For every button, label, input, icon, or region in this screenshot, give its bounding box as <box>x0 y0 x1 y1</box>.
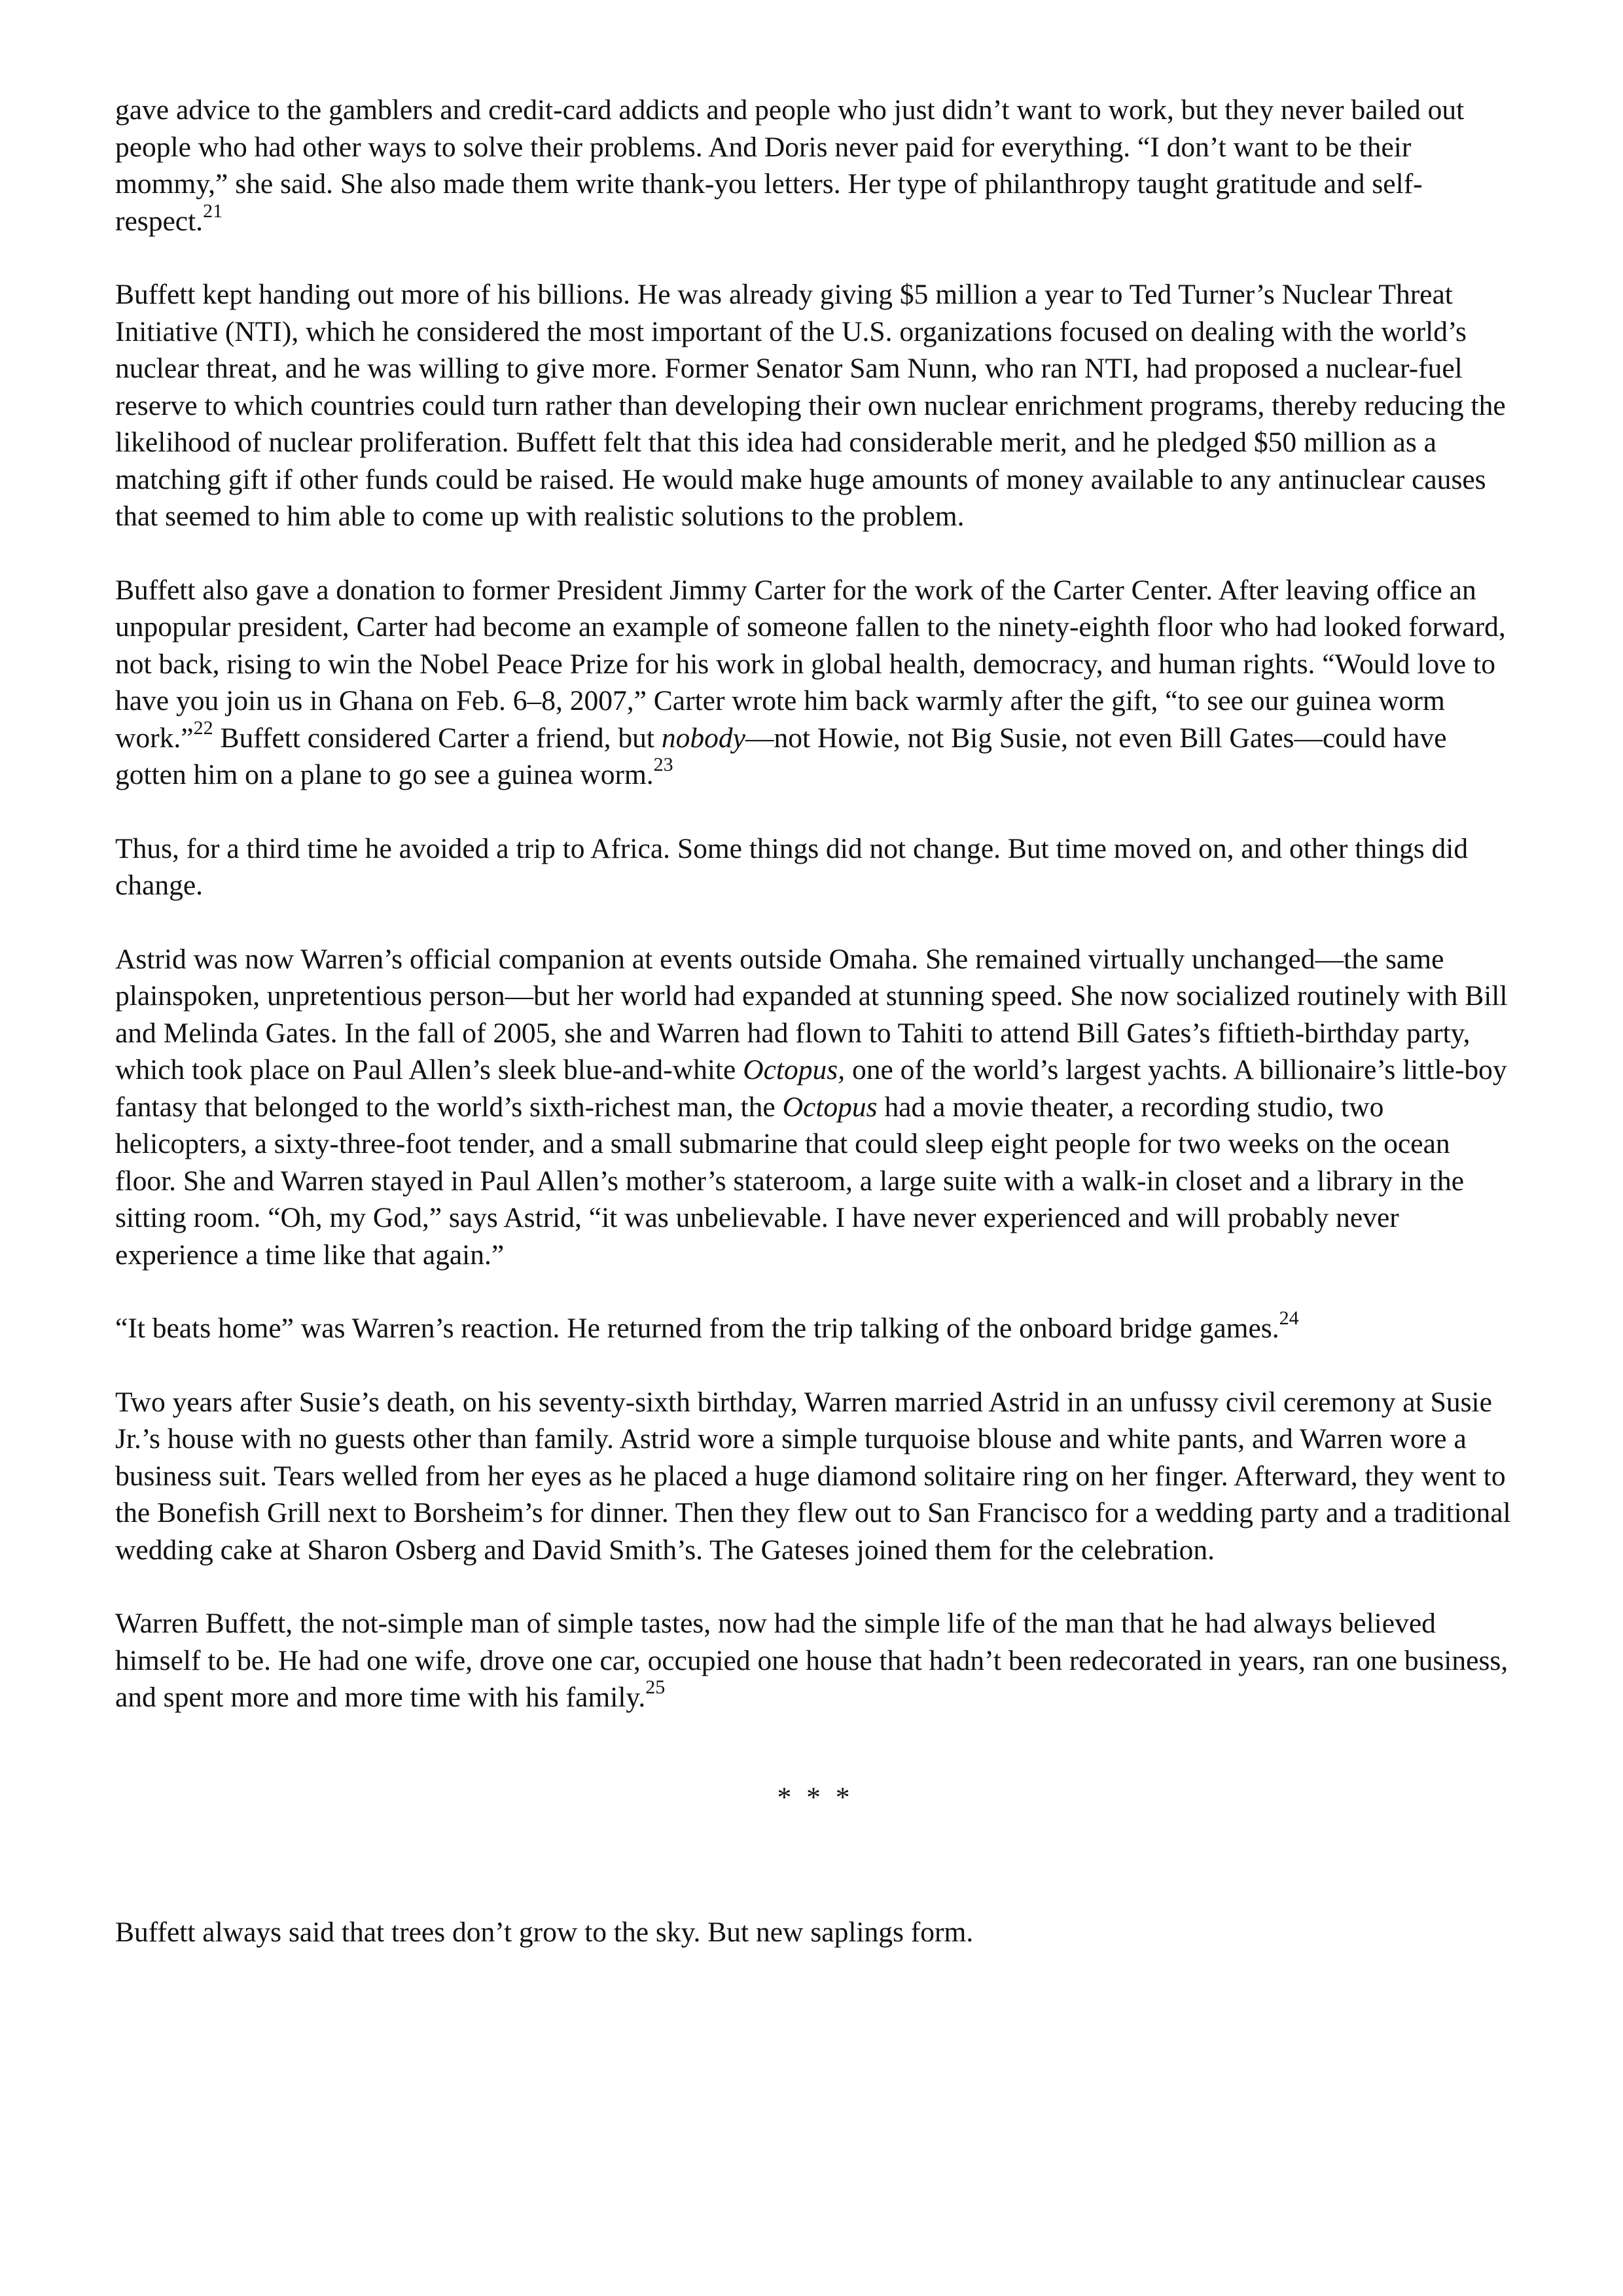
paragraph-text: “It beats home” was Warren’s reaction. He returned from the trip talking of the onboard bridge games. <box>115 1313 1279 1344</box>
paragraph-text: Buffett kept handing out more of his billions. He was already giving $5 million a year to Ted Turner’s Nuclear Threat Initiative (NTI), which he considered the most important of the U.S. organizations focused on dealing with the world’s nuclear threat, and he was willing to give more. Former Senator Sam Nunn, who ran NTI, had proposed a nuclear-fuel reserve to which countries could turn rather than developing their own nuclear enrichment programs, thereby reducing the likelihood of nuclear proliferation. Buffett felt that this idea had considerable merit, and he pledged $50 million as a matching gift if other funds could be raised. He would make huge amounts of money available to any antinuclear causes that seemed to him able to come up with realistic solutions to the problem. <box>115 279 1506 532</box>
paragraph-carter-center <box>115 572 1516 794</box>
paragraph-text: had a movie theater, a recording studio, two helicopters, a sixty-three-foot tender, and a small submarine that could sleep eight people for two weeks on the ocean floor. She and Warren stayed in Paul Allen’s mother’s stateroom, a large suite with a walk-in closet and a library in the sitting room. “Oh, my God,” says Astrid, “it was unbelievable. I have never experienced and will probably never experience a time like that again.” <box>115 1091 1465 1271</box>
footnote-ref-21[interactable]: 21 <box>203 200 223 222</box>
paragraph-nuclear-threat <box>115 276 1516 535</box>
footnote-ref-24[interactable]: 24 <box>1279 1307 1299 1329</box>
paragraph-text: Two years after Susie’s death, on his seventy-sixth birthday, Warren married Astrid in an unfussy civil ceremony at Susie Jr.’s house with no guests other than family. Astrid wore a simple turquoise blouse and white pants, and Warren wore a business suit. Tears welled from her eyes as he placed a huge diamond solitaire ring on her finger. Afterward, they went to the Bonefish Grill next to Borsheim’s for dinner. Then they flew out to San Francisco for a wedding party and a traditional wedding cake at Sharon Osberg and David Smith’s. The Gateses joined them for the celebration. <box>115 1386 1511 1566</box>
document-page <box>115 92 1516 1988</box>
paragraph-africa-trip <box>115 830 1516 904</box>
paragraph-text: Astrid was now Warren’s official companion at events outside Omaha. She remained virtually unchanged—the same plainspoken, unpretentious person—but her world had expanded at stunning speed. She now socialized routinely with Bill and Melinda Gates. In the fall of 2005, she and Warren had flown to Tahiti to attend Bill Gates’s fiftieth-birthday party, which took place on Paul Allen’s sleek blue-and-white <box>115 943 1508 1086</box>
paragraph-text: —not Howie, not Big Susie, not even Bill Gates—could have gotten him on a plane to go see a guinea worm. <box>115 722 1447 790</box>
paragraph-text: Buffett considered Carter a friend, but <box>213 722 662 754</box>
emphasis-text: Octopus <box>782 1091 878 1123</box>
paragraph-text: Buffett always said that trees don’t grow to the sky. But new saplings form. <box>115 1916 974 1948</box>
paragraph-text: one of the world’s largest yachts. A billionaire’s little-boy fantasy that belonged to the world’s sixth-richest man, the <box>115 1054 1507 1123</box>
footnote-ref-22[interactable]: 22 <box>193 716 213 739</box>
paragraph-astrid-companion <box>115 941 1516 1274</box>
paragraph-simple-life <box>115 1605 1516 1716</box>
paragraph-text: Thus, for a third time he avoided a trip to Africa. Some things did not change. But time moved on, and other things did change. <box>115 832 1469 901</box>
footnote-ref-23[interactable]: 23 <box>653 754 673 775</box>
emphasis-text: Octopus, <box>743 1054 846 1086</box>
paragraph-wedding <box>115 1384 1516 1569</box>
emphasis-text: nobody <box>661 722 745 754</box>
paragraph-beats-home <box>115 1307 1516 1347</box>
section-separator: * * * <box>777 1781 854 1813</box>
paragraph-doris-philanthropy <box>115 92 1516 239</box>
paragraph-text: gave advice to the gamblers and credit-card addicts and people who just didn’t want to work, but they never bailed out people who had other ways to solve their problems. And Doris never paid for everything. “I don’t want to be their mommy,” she said. She also made them write thank-you letters. Her type of philanthropy taught gratitude and self-respect. <box>115 94 1465 237</box>
paragraph-text: Warren Buffett, the not-simple man of simple tastes, now had the simple life of the man that he had always believed himself to be. He had one wife, drove one car, occupied one house that hadn’t been redecorated in years, ran one business, and spent more and more time with his family. <box>115 1608 1508 1713</box>
paragraph-saplings <box>115 1914 1516 1951</box>
footnote-ref-25[interactable]: 25 <box>645 1676 666 1698</box>
paragraph-text: Buffett also gave a donation to former President Jimmy Carter for the work of the Carter Center. After leaving office an unpopular president, Carter had become an example of someone fallen to the ninety-eighth floor who had looked forward, not back, rising to win the Nobel Peace Prize for his work in global health, democracy, and human rights. “Would love to have you join us in Ghana on Feb. 6–8, 2007,” Carter wrote him back warmly after the gift, “to see our guinea worm work.” <box>115 574 1506 754</box>
